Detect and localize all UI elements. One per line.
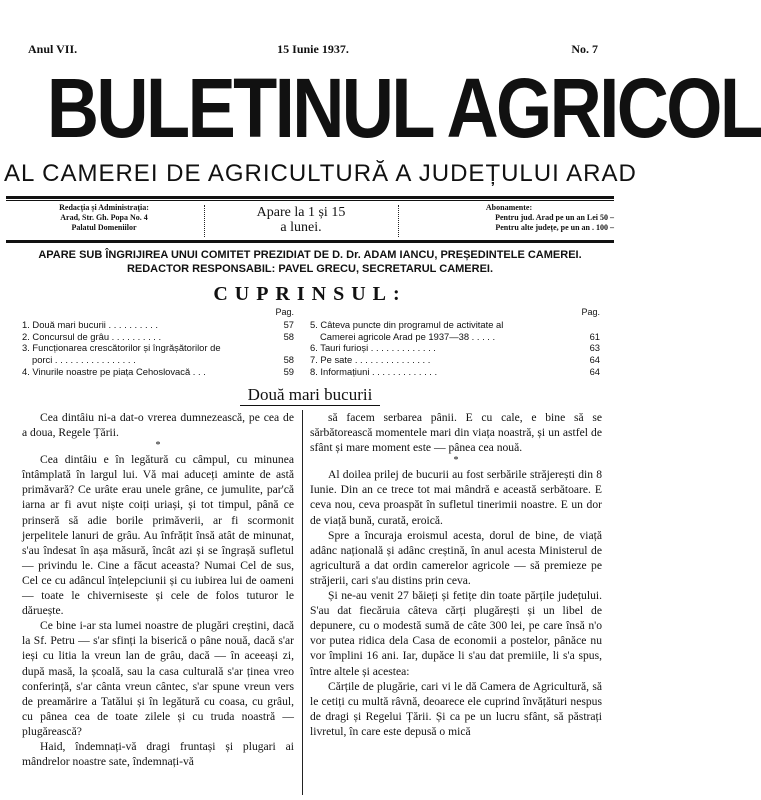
toc-page-label: Pag. [275,307,294,317]
toc-entry-page: 64 [589,365,600,377]
masthead-subtitle: AL CAMEREI DE AGRICULTURĂ A JUDEȚULUI ARAD [4,160,637,187]
masthead-title: BULETINUL AGRICOL [46,61,761,155]
toc-left-column [22,307,294,378]
issue-year: Anul VII. [28,42,78,56]
toc-entry-title: 5. Câteva puncte din programul de activitate al [310,318,504,330]
article-paragraph: Ce bine i-ar sta lumei noastre de plugări creștini, dacă la Sf. Petru — s'ar sfinți la biserică o pâne nouă, dacă s'ar ieși cu litia la vreun lan de grâu, dacă — în aceeași zi, după masă, la școală, sau la casa culturală s'ar ținea vreo conferință, s'ar cânta vreun cântec, s'ar spune vreun vers de preamărire a Tatălui și în legătură cu coasa, cu grâul, cu pânea cea de toate zilele și cu truda noastră — plugărească? [22,619,294,738]
subscription-prices: Abonamente: Pentru jud. Arad pe un an Lei 50 – Pentru alte județe, pe un an . 100 – [485,203,614,232]
toc-entry [310,342,600,354]
info-separator [398,205,399,237]
toc-entry [22,331,294,343]
toc-entry [22,342,294,354]
issue-line [28,42,598,58]
article-title-rule [240,405,380,406]
editorial-address: Redacția și Administrația: Arad, Str. Gh. Popa No. 4 Palatul Domeniilor [59,203,149,232]
article-paragraph: Spre a încuraja eroismul acesta, dorul de bine, de viață adânc națională și adânc creștină, în anul acesta Ministerul de agricultură a dat ordin camerelor agricole — să premieze pe străjerii, cari s'au distins prin ceva. [310,528,602,587]
toc-entry-page: 57 [283,318,294,330]
article-paragraph: Cea dintâiu ni-a dat-o vrerea dumnezească, pe cea de a doua, Regele Țării. [22,411,294,440]
article-left-column [22,410,294,769]
toc-right-column [310,307,600,378]
article-paragraph: să facem serbarea pânii. E cu cale, e bine să se sărbătorească momentele mari din viața noastră, și un astfel de sfânt și mare moment este — pânea cea nouă. [310,411,602,455]
toc-title: CUPRINSUL: [213,283,407,305]
column-separator [302,410,303,795]
publication-frequency: Apare la 1 și 15 a lunei. [256,205,346,235]
toc-entry-page: 63 [589,342,600,354]
toc-entry-title: 7. Pe sate . . . . . . . . . . . . . . . [310,354,431,366]
header-rule-top [6,196,614,199]
toc-entry [310,331,600,343]
editorial-board-note: APARE SUB ÎNGRIJIREA UNUI COMITET PREZIDIAT DE D. Dr. ADAM IANCU, PREȘEDINTELE CAMEREI. REDACTOR RESPONSABIL: PAVEL GRECU, SECRETARUL CAMEREI. [38,249,582,275]
toc-entry [310,366,600,378]
article-paragraph: Cea dintâiu e în legătură cu câmpul, cu minunea întâmplată în largul lui. Vă mai aduceți aminte de astă primăvară? Ce urâte erau unele grâne, ce jumulite, par'că iarna ar fi avut niște coiți uriași, și tot timpul, până ce prinseră să adie borile primăverii, ar fi scormonit jerpelitele lanuri de grâu. Au înfrățit însă atât de minunat, s'au îndesat în așa măsură, încât azi și se îngrașă sufletul — privindu le. Cine a făcut aceasta? Numai Cel de sus, Cel ce cu adâncul înțelepciunii și cu iubirea lui de oameni — toate le chiverniseste și cele de folos tuturor le dăruește. [22,453,294,618]
toc-entry-title: 6. Tauri furioși . . . . . . . . . . . . . [310,342,436,354]
toc-page-label: Pag. [581,307,600,317]
article-paragraph: Al doilea prilej de bucurii au fost serbările străjerești din 8 Iunie. Din an ce trece tot mai mândră e această serbătoare. E ceva nou, ceva proaspăt în sufletul tinerimii noastre. E un dor de viață bună, curată, eroică. [310,468,602,527]
toc-entry [310,319,600,331]
toc-entry [22,366,294,378]
toc-entry-page: 59 [283,365,294,377]
section-divider-star: * [453,455,459,467]
article-paragraph: Și ne-au venit 27 băieți și fetițe din toate părțile județului. S'au dat fiecăruia câteva cărți plugărești și un libel de depunere, cu o modestă sumă de câte 300 lei, pe care însă n'o vor putea ridica dela Casa de economii a postelor, pânăce nu vor împlini 16 ani. Iar, dupăce li s'au dat premiile, li s'a spus, între altele și acestea: [310,589,602,678]
issue-number: No. 7 [571,42,598,56]
article-title: Două mari bucurii [247,385,373,404]
header-rule-top-thin [6,200,614,201]
article-paragraph: Haid, îndemnați-vă dragi fruntași și plugari ai mândrelor noastre sate, îndemnați-vă [22,739,294,769]
toc-entry [310,354,600,366]
toc-entry-page: 58 [283,354,294,366]
toc-entry-title: 3. Funcționarea crescătorilor și îngrășătorilor de [22,342,221,354]
info-separator [204,205,205,237]
toc-entry [22,354,294,366]
toc-entry [22,319,294,331]
toc-entry-page: 58 [283,330,294,342]
section-divider-star: * [155,440,161,452]
article-right-column [310,410,602,739]
toc-entry-page: 61 [589,330,600,342]
toc-entry-page: 64 [589,354,600,366]
toc-entry-title: Camerei agricole Arad pe 1937—38 . . . . . [320,330,496,342]
issue-date: 15 Iunie 1937. [277,42,349,56]
toc-entry-title: porci . . . . . . . . . . . . . . . . [32,354,136,366]
toc-entry-title: 4. Vinurile noastre pe piața Cehoslovacă . . . [22,365,206,377]
header-rule-bottom [6,240,614,243]
toc-entry-title: 8. Informațiuni . . . . . . . . . . . . . [310,365,438,377]
toc-entry-title: 2. Concursul de grâu . . . . . . . . . . [22,330,162,342]
toc-entry-title: 1. Două mari bucurii . . . . . . . . . . [22,318,158,330]
article-paragraph: Cărțile de plugărie, cari vi le dă Camera de Agricultură, să le cetiți cu multă râvnă, deoarece ele cuprind învățături nespus de dragi și Regelui Țării. Și ca pe un lucru sfânt, să păstrați livretul, în care este depusă o mică [310,679,602,738]
info-bar [6,203,614,239]
